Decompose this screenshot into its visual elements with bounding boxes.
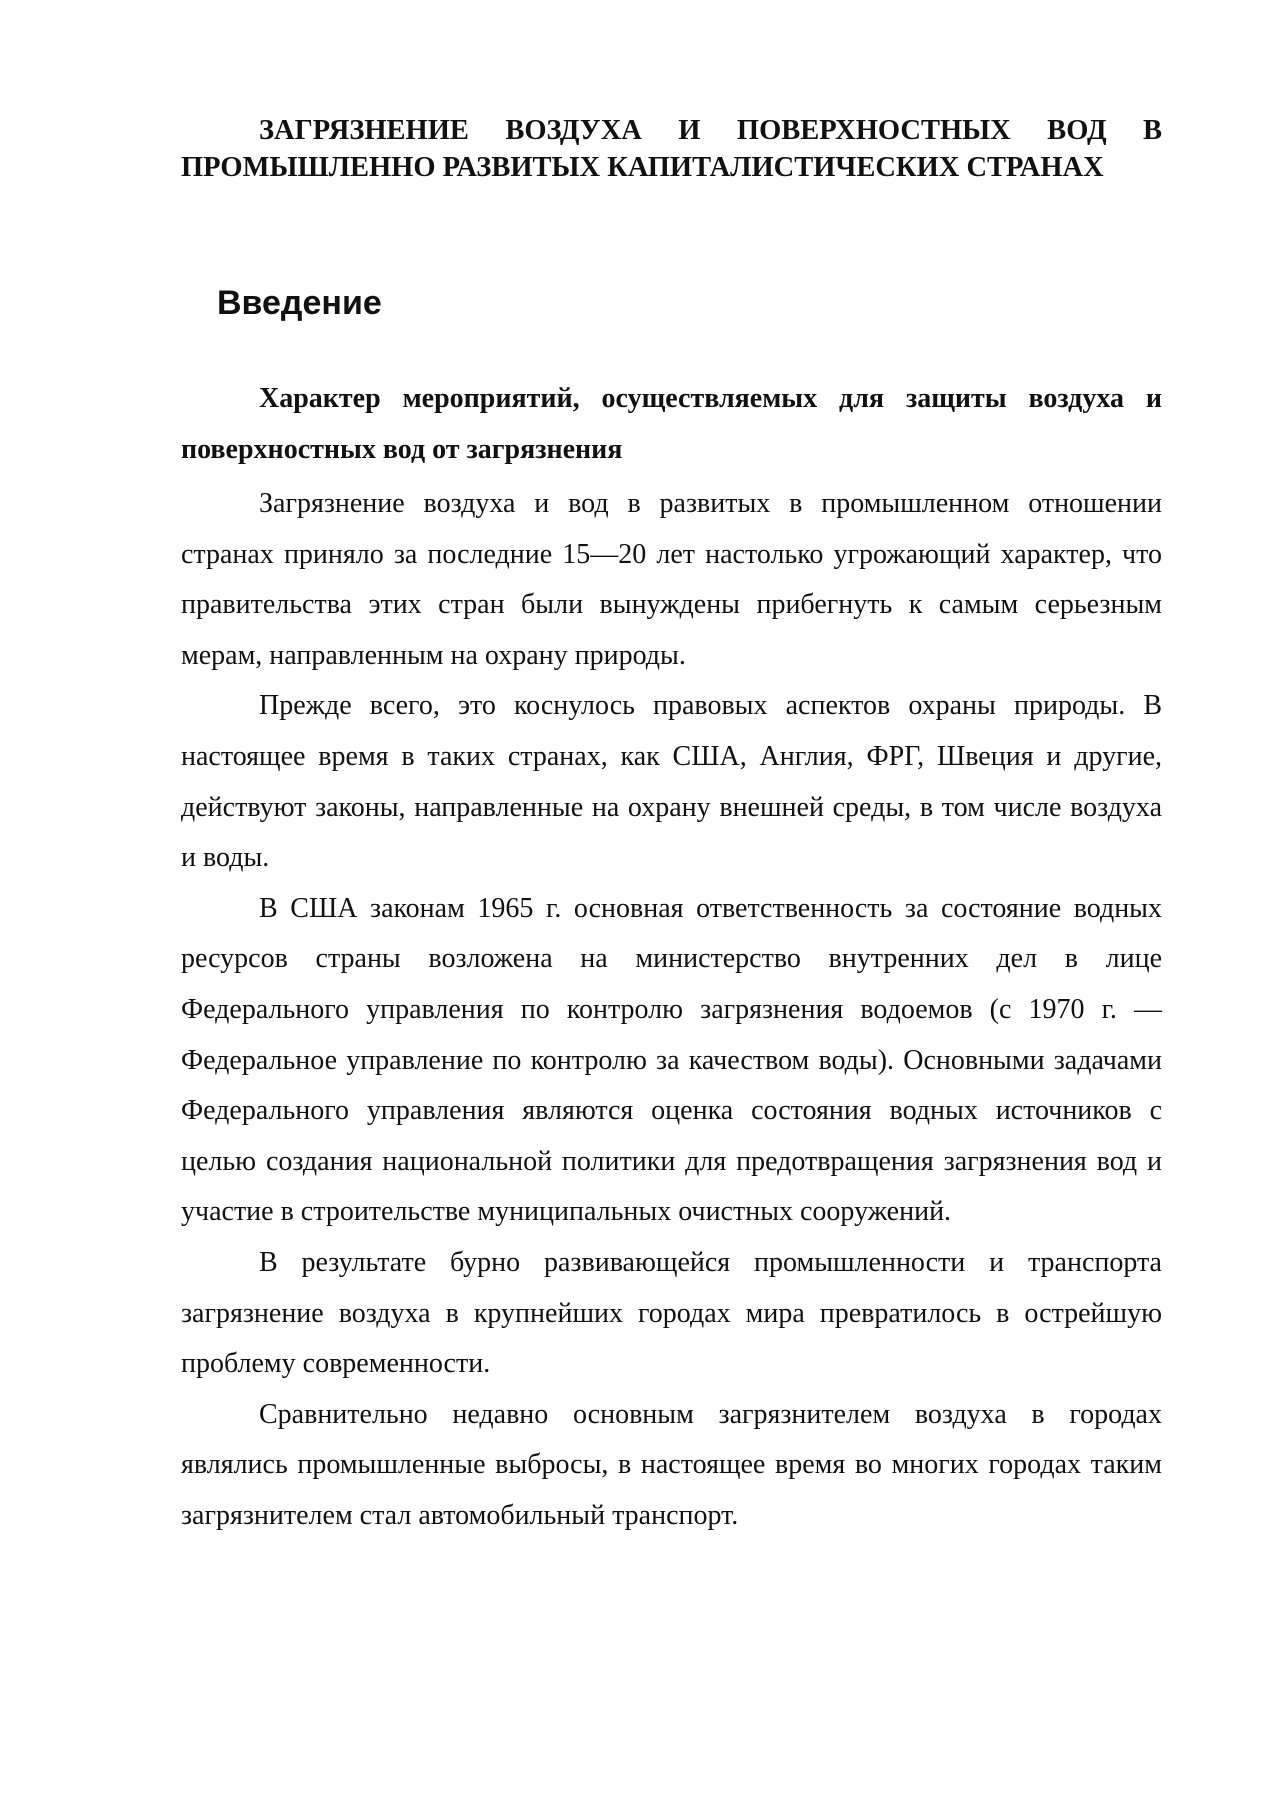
section-heading: Введение — [217, 284, 382, 322]
body-text — [181, 479, 1162, 1541]
paragraph-3: В США законам 1965 г. основная ответственность за состояние водных ресурсов страны возложена на министерство внутренних дел в лице Федерального управления по контролю загрязнения водоемов (с 1970 г. — Федеральное управление по контролю за качеством воды). Основными задачами Федерального управления являются оценка состояния водных источников с целью создания национальной политики для предотвращения загрязнения вод и участие в строительстве муниципальных очистных сооружений. — [181, 892, 1162, 1228]
paragraph-5: Сравнительно недавно основным загрязнителем воздуха в городах являлись промышленные выбросы, в настоящее время во многих городах таким загрязнителем стал автомобильный транспорт. — [181, 1398, 1162, 1531]
subsection-heading: Характер мероприятий, осуществляемых для защиты воздуха и поверхностных вод от загрязнения — [181, 383, 1162, 465]
document-title: ЗАГРЯЗНЕНИЕ ВОЗДУХА И ПОВЕРХНОСТНЫХ ВОД В ПРОМЫШЛЕННО РАЗВИТЫХ КАПИТАЛИСТИЧЕСКИХ СТРАНАХ — [181, 115, 1162, 183]
paragraph-1: Загрязнение воздуха и вод в развитых в промышленном отношении странах приняло за последние 15—20 лет настолько угрожающий характер, что правительства этих стран были вынуждены прибегнуть к самым серьезным мерам, направленным на охрану природы. — [181, 488, 1162, 671]
paragraph-4: В результате бурно развивающейся промышленности и транспорта загрязнение воздуха в крупнейших городах мира превратилось в острейшую проблему современности. — [181, 1246, 1162, 1380]
paragraph-2: Прежде всего, это коснулось правовых аспектов охраны природы. В настоящее время в таких странах, как США, Англия, ФРГ, Швеция и другие, действуют законы, направленные на охрану внешней среды, в том числе воздуха и воды. — [181, 690, 1162, 874]
document-page — [181, 112, 1162, 1541]
